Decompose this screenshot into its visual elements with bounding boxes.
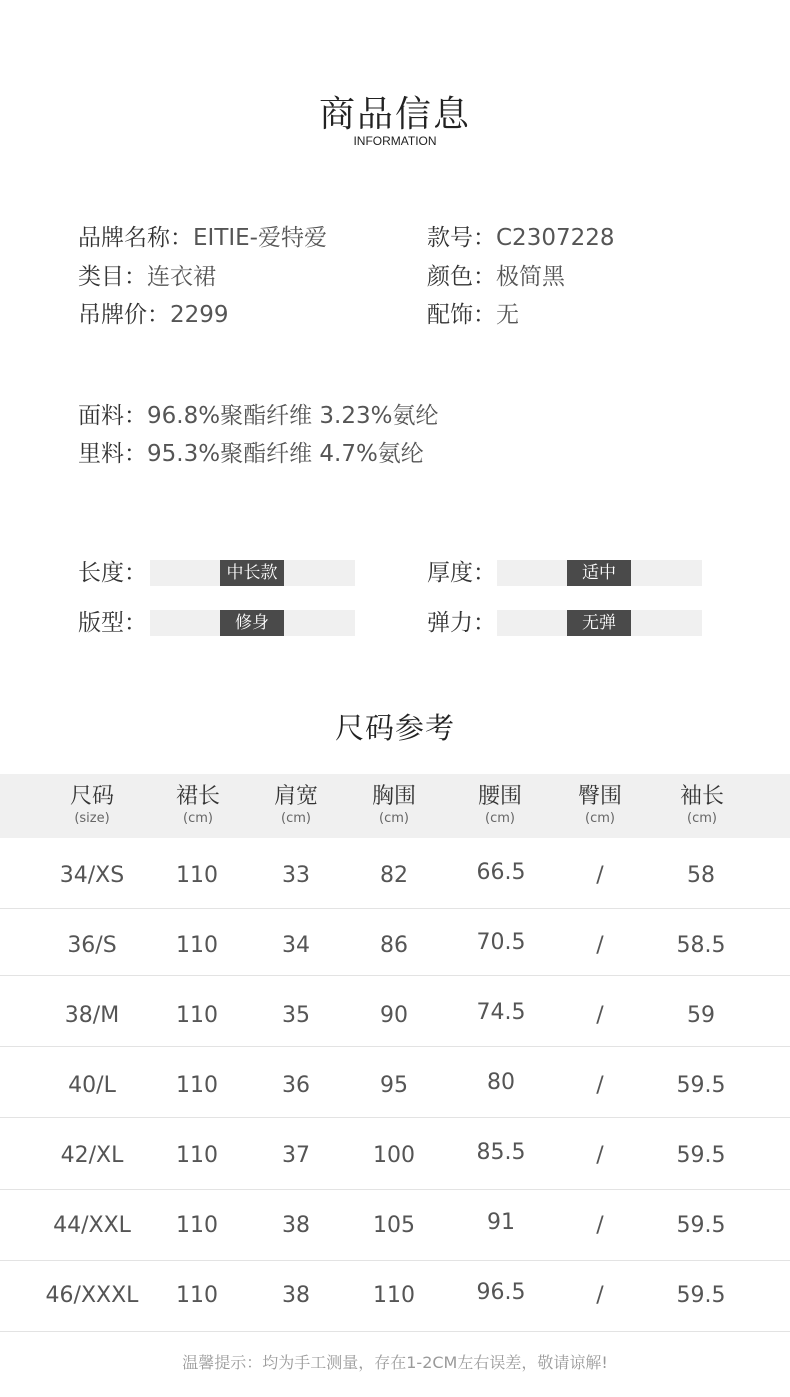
table-cell: 82 xyxy=(380,863,408,888)
table-cell: 38 xyxy=(282,1283,310,1308)
color-key: 颜色： xyxy=(427,264,496,290)
table-cell: 44/XXL xyxy=(53,1213,131,1238)
table-cell: 33 xyxy=(282,863,310,888)
page-title: 商品信息 xyxy=(318,94,471,135)
table-row xyxy=(0,1261,790,1332)
category-value: 连衣裙 xyxy=(147,264,216,290)
table-cell: 59.5 xyxy=(676,1213,726,1238)
table-cell: / xyxy=(596,1073,604,1098)
category-info xyxy=(78,263,216,291)
outer-fabric-key: 面料： xyxy=(78,403,147,429)
table-cell: / xyxy=(596,1283,604,1308)
lining-fabric-key: 里料： xyxy=(78,441,147,467)
table-cell: 110 xyxy=(176,1003,218,1028)
table-cell: 74.5 xyxy=(476,1000,526,1025)
measurement-note: 温馨提示：均为手工测量，存在1-2CM左右误差，敬请谅解! xyxy=(182,1353,608,1372)
elasticity-label: 弹力： xyxy=(427,610,496,636)
table-cell: 59.5 xyxy=(676,1283,726,1308)
table-cell: 110 xyxy=(176,863,218,888)
header-size: 尺码 (size) xyxy=(69,784,114,826)
lining-fabric xyxy=(78,440,424,468)
table-cell: / xyxy=(596,1213,604,1238)
brand-value: EITIE-爱特爱 xyxy=(193,225,327,251)
table-cell: 35 xyxy=(282,1003,310,1028)
elasticity-value: 无弹 xyxy=(567,610,631,636)
brand-key: 品牌名称： xyxy=(78,225,193,251)
price-value: 2299 xyxy=(170,302,229,328)
accessory-key: 配饰： xyxy=(427,302,496,328)
color-value: 极简黑 xyxy=(496,264,565,290)
style-key: 款号： xyxy=(427,225,496,251)
table-cell: 38/M xyxy=(64,1003,120,1028)
table-cell: 58.5 xyxy=(676,933,726,958)
table-cell: 37 xyxy=(282,1143,310,1168)
lining-fabric-value: 95.3%聚酯纤维 4.7%氨纶 xyxy=(147,441,424,467)
header-hip: 臀围 (cm) xyxy=(577,784,622,826)
table-row xyxy=(0,838,790,909)
table-cell: 86 xyxy=(380,933,408,958)
table-cell: 85.5 xyxy=(476,1140,526,1165)
accessory-value: 无 xyxy=(496,302,519,328)
header-dress-length: 裙长 (cm) xyxy=(175,784,220,826)
table-cell: 42/XL xyxy=(60,1143,124,1168)
table-cell: 105 xyxy=(373,1213,415,1238)
style-value: C2307228 xyxy=(496,225,615,251)
header-waist: 腰围 (cm) xyxy=(477,784,522,826)
elasticity-bar xyxy=(497,610,702,636)
accessory-info xyxy=(427,301,519,329)
category-key: 类目： xyxy=(78,264,147,290)
thickness-value: 适中 xyxy=(567,560,631,586)
header-sleeve: 袖长 (cm) xyxy=(679,784,724,826)
fit-bar xyxy=(150,610,355,636)
table-row xyxy=(0,905,790,976)
table-cell: 110 xyxy=(373,1283,415,1308)
length-value: 中长款 xyxy=(220,560,284,586)
outer-fabric xyxy=(78,402,438,430)
table-cell: 80 xyxy=(487,1070,515,1095)
table-row xyxy=(0,1119,790,1190)
table-cell: 70.5 xyxy=(476,930,526,955)
table-cell: / xyxy=(596,933,604,958)
header-shoulder: 肩宽 (cm) xyxy=(273,784,318,826)
thickness-label: 厚度： xyxy=(427,560,496,586)
table-cell: 46/XXXL xyxy=(45,1283,139,1308)
table-cell: 58 xyxy=(687,863,715,888)
table-cell: / xyxy=(596,1003,604,1028)
table-cell: 91 xyxy=(487,1210,515,1235)
table-cell: 36 xyxy=(282,1073,310,1098)
price-key: 吊牌价： xyxy=(78,302,170,328)
table-cell: 66.5 xyxy=(476,860,526,885)
table-cell: 95 xyxy=(380,1073,408,1098)
length-bar xyxy=(150,560,355,586)
table-cell: 90 xyxy=(380,1003,408,1028)
table-cell: 59.5 xyxy=(676,1073,726,1098)
thickness-bar xyxy=(497,560,702,586)
size-chart-title: 尺码参考 xyxy=(334,711,455,745)
table-row xyxy=(0,1047,790,1118)
table-cell: 110 xyxy=(176,1073,218,1098)
outer-fabric-value: 96.8%聚酯纤维 3.23%氨纶 xyxy=(147,403,439,429)
table-cell: 110 xyxy=(176,933,218,958)
header-bust: 胸围 (cm) xyxy=(371,784,416,826)
table-cell: 36/S xyxy=(67,933,117,958)
table-row xyxy=(0,1190,790,1261)
table-cell: 40/L xyxy=(68,1073,116,1098)
style-info xyxy=(427,224,615,252)
color-info xyxy=(427,263,565,291)
table-cell: 110 xyxy=(176,1143,218,1168)
table-cell: 34/XS xyxy=(59,863,125,888)
page-subtitle: INFORMATION xyxy=(353,134,437,148)
fit-value: 修身 xyxy=(220,610,284,636)
table-cell: 59.5 xyxy=(676,1143,726,1168)
table-cell: / xyxy=(596,1143,604,1168)
table-cell: 38 xyxy=(282,1213,310,1238)
table-cell: 100 xyxy=(373,1143,415,1168)
table-cell: 110 xyxy=(176,1283,218,1308)
table-cell: / xyxy=(596,863,604,888)
table-cell: 59 xyxy=(687,1003,715,1028)
fit-label: 版型： xyxy=(78,610,147,636)
brand-info xyxy=(78,224,327,252)
table-cell: 110 xyxy=(176,1213,218,1238)
size-table-header xyxy=(0,774,790,838)
length-label: 长度： xyxy=(78,560,147,586)
table-cell: 96.5 xyxy=(476,1280,526,1305)
table-cell: 34 xyxy=(282,933,310,958)
price-info xyxy=(78,301,229,329)
table-row xyxy=(0,976,790,1047)
